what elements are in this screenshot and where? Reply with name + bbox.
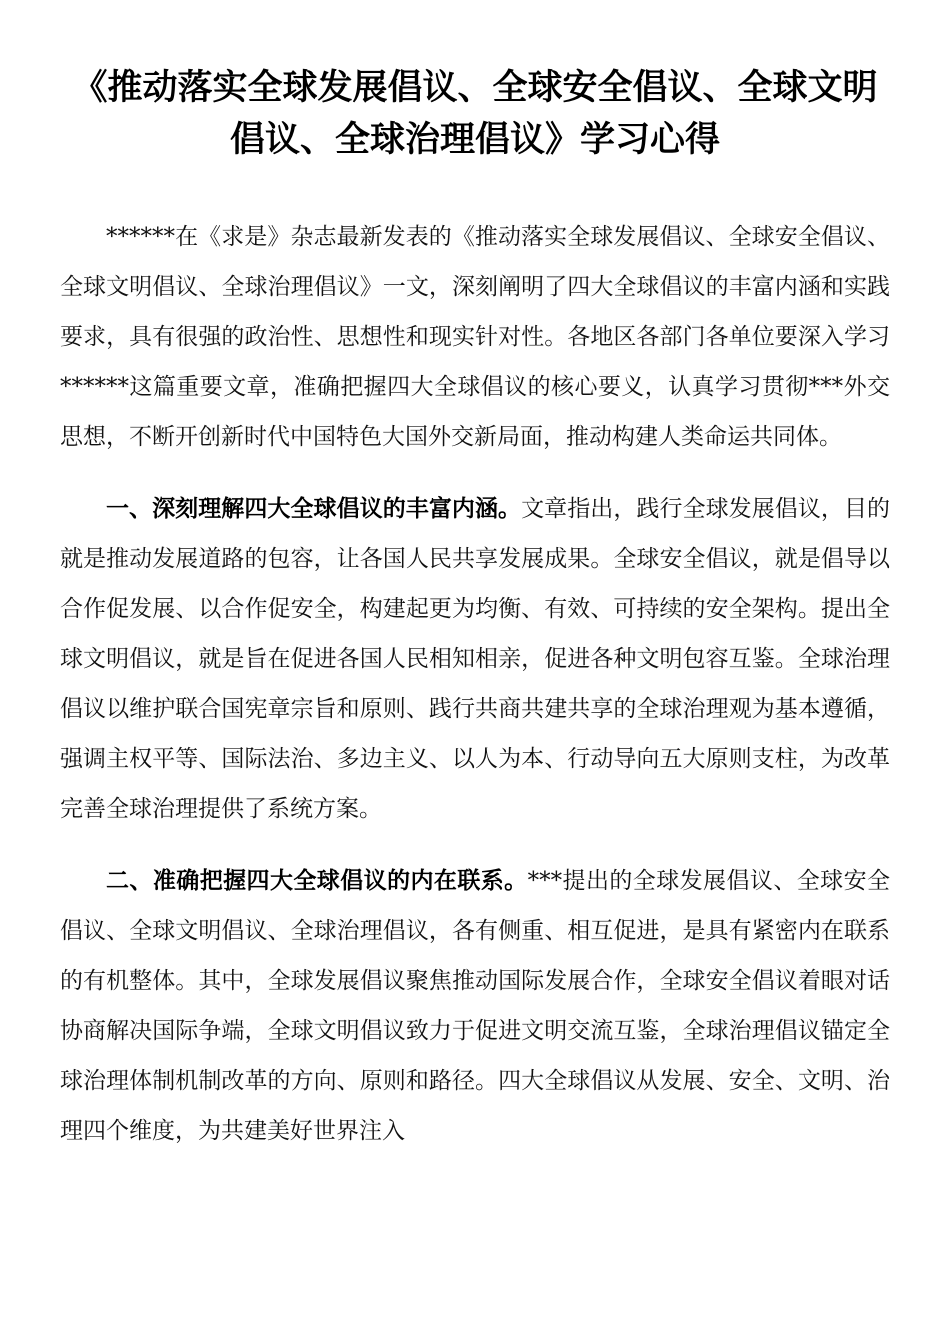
document-body: [60, 212, 890, 1156]
document-page: [60, 62, 890, 1156]
document-title-line-2: 倡议、全球治理倡议》学习心得: [229, 120, 720, 160]
section-1-text: 文章指出，践行全球发展倡议，目的就是推动发展道路的包容，让各国人民共享发展成果。全球安全倡议，就是倡导以合作促发展、以合作促安全，构建起更为均衡、有效、可持续的安全架构。提出全球文明倡议，就是旨在促进各国人民相知相亲，促进各种文明包容互鉴。全球治理倡议以维护联合国宪章宗旨和原则、践行共商共建共享的全球治理观为基本遵循，强调主权平等、国际法治、多边主义、以人为本、行动导向五大原则支柱，为改革完善全球治理提供了系统方案。: [60, 496, 891, 822]
document-title-line-1: 《推动落实全球发展倡议、全球安全倡议、全球文明: [72, 68, 878, 108]
section-2-paragraph: [60, 856, 890, 1156]
section-1-paragraph: [60, 484, 890, 834]
section-2-heading: 二、准确把握四大全球倡议的内在联系。: [106, 868, 528, 894]
document-title: [60, 62, 890, 166]
section-1-heading: 一、深刻理解四大全球倡议的丰富内涵。: [106, 496, 522, 522]
section-2-text: ***提出的全球发展倡议、全球安全倡议、全球文明倡议、全球治理倡议，各有侧重、相互促进，是具有紧密内在联系的有机整体。其中，全球发展倡议聚焦推动国际发展合作，全球安全倡议着眼对话协商解决国际争端，全球文明倡议致力于促进文明交流互鉴，全球治理倡议锚定全球治理体制机制改革的方向、原则和路径。四大全球倡议从发展、安全、文明、治理四个维度，为共建美好世界注入: [60, 868, 890, 1144]
intro-paragraph: ******在《求是》杂志最新发表的《推动落实全球发展倡议、全球安全倡议、全球文明倡议、全球治理倡议》一文，深刻阐明了四大全球倡议的丰富内涵和实践要求，具有很强的政治性、思想性和现实针对性。各地区各部门各单位要深入学习******这篇重要文章，准确把握四大全球倡议的核心要义，认真学习贯彻***外交思想，不断开创新时代中国特色大国外交新局面，推动构建人类命运共同体。: [60, 224, 890, 450]
